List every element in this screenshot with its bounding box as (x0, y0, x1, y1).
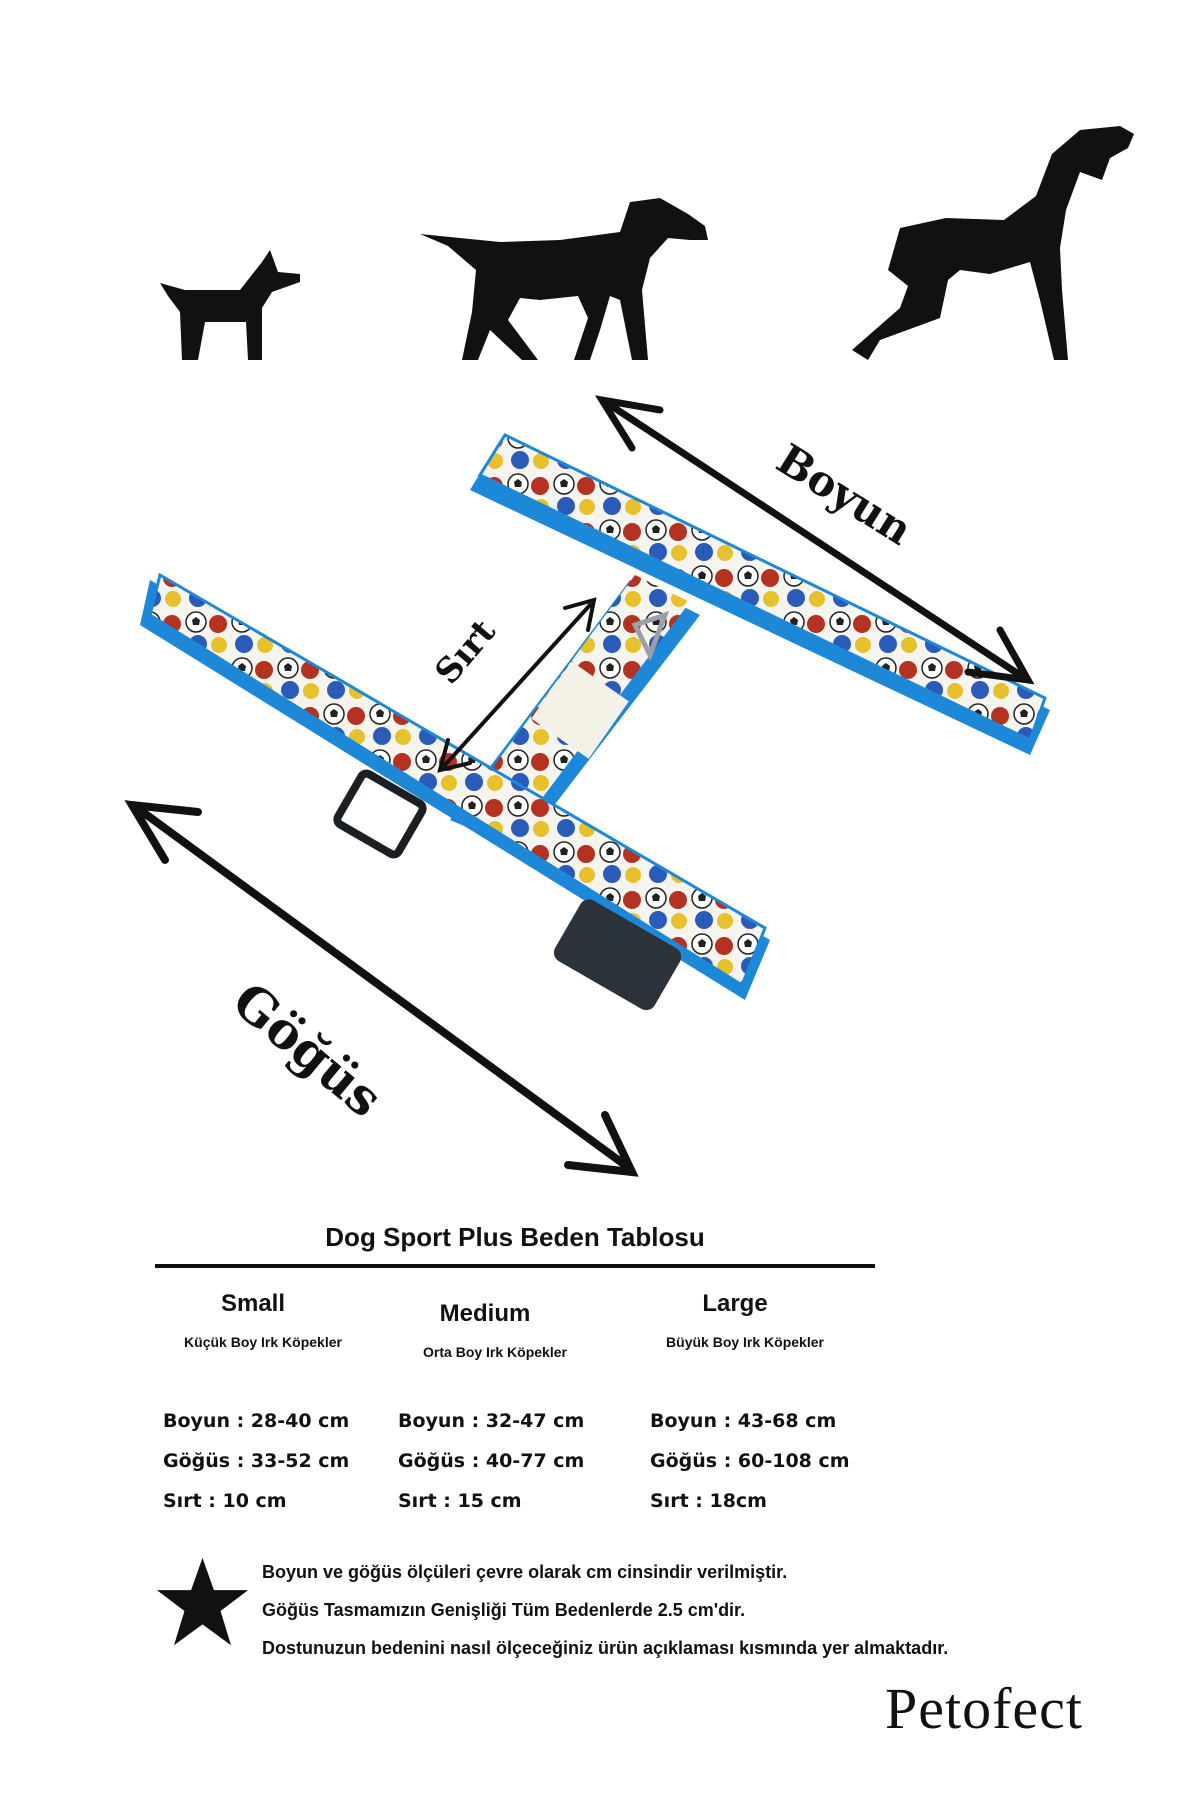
back-arrow-label: Sırt (427, 611, 504, 693)
star-icon (155, 1555, 250, 1650)
size-name: Medium (439, 1300, 531, 1327)
medium-chest: Göğüs : 40-77 cm (398, 1450, 585, 1472)
note-line: Göğüs Tasmamızın Genişliği Tüm Bedenlerde 2.5 cm'dir. (262, 1600, 746, 1620)
size-description: Orta Boy Irk Köpekler (423, 1344, 567, 1360)
size-description: Büyük Boy Irk Köpekler (666, 1334, 824, 1350)
note-line: Boyun ve göğüs ölçüleri çevre olarak cm cinsindir verilmiştir. (262, 1562, 788, 1582)
neck-arrow-label: Boyun (768, 434, 921, 555)
size-table-title: Dog Sport Plus Beden Tablosu (325, 1222, 705, 1252)
size-name: Large (702, 1290, 768, 1317)
size-column-large (645, 1290, 905, 1350)
large-chest: Göğüs : 60-108 cm (650, 1450, 850, 1472)
medium-dog-icon (420, 198, 708, 360)
size-name: Small (220, 1290, 286, 1317)
large-dog-icon (852, 126, 1134, 360)
note-line: Dostunuzun bedenini nasıl ölçeceğiniz ürün açıklaması kısmında yer almaktadır. (262, 1638, 949, 1658)
size-description: Küçük Boy Irk Köpekler (184, 1334, 342, 1350)
small-dog-icon (160, 250, 300, 360)
small-neck: Boyun : 28-40 cm (163, 1410, 350, 1432)
medium-neck: Boyun : 32-47 cm (398, 1410, 585, 1432)
petofect-logo: Petofect (885, 1676, 1084, 1741)
title-divider (155, 1264, 875, 1268)
large-back: Sırt : 18cm (650, 1490, 767, 1512)
medium-back: Sırt : 15 cm (398, 1490, 522, 1512)
small-chest: Göğüs : 33-52 cm (163, 1450, 350, 1472)
chest-arrow-label: Göğüs (221, 970, 394, 1129)
dog-size-silhouettes (0, 0, 1200, 380)
size-column-medium (395, 1300, 655, 1360)
size-column-small (163, 1290, 423, 1350)
small-back: Sırt : 10 cm (163, 1490, 287, 1512)
large-neck: Boyun : 43-68 cm (650, 1410, 837, 1432)
harness-diagram (0, 380, 1200, 1200)
